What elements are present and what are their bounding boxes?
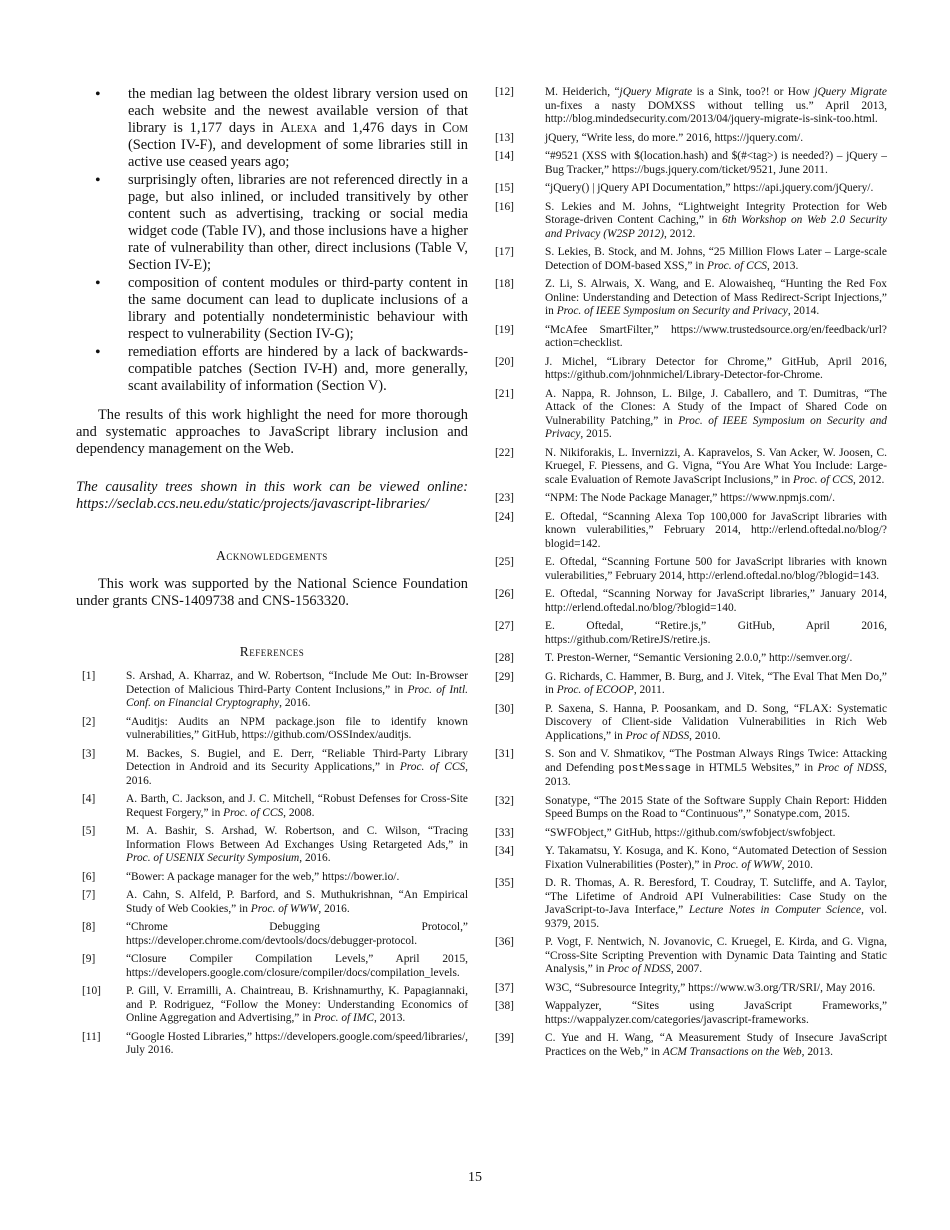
references-heading: References xyxy=(239,644,305,659)
reference-item: [28] T. Preston-Werner, “Semantic Versioning 2.0.0,” http://semver.org/. xyxy=(495,652,853,664)
reference-item: [14] “#9521 (XSS with $(location.hash) and $(#<tag>) is needed?) – jQuery – Bug Tracker,” https://bugs.jquery.com/ticket/9521, June 2011. xyxy=(495,150,887,176)
reference-number: [5] xyxy=(82,825,96,837)
reference-item: [39] C. Yue and H. Wang, “A Measurement Study of Insecure JavaScript Practices on the Web,” in ACM Transactions on the Web, 2013. xyxy=(495,1032,887,1058)
reference-number: [15] xyxy=(495,182,514,194)
reference-number: [39] xyxy=(495,1032,514,1044)
reference-number: [36] xyxy=(495,936,514,948)
reference-number: [12] xyxy=(495,86,514,98)
reference-number: [13] xyxy=(495,131,514,144)
reference-item: [29] G. Richards, C. Hammer, B. Burg, and J. Vitek, “The Eval That Men Do,” in Proc. of ECOOP, 2011. xyxy=(495,670,887,696)
reference-number: [9] xyxy=(82,953,96,965)
reference-number: [16] xyxy=(495,200,514,213)
left-column xyxy=(76,86,468,1063)
reference-number: [4] xyxy=(82,793,96,805)
reference-item: [2] “Auditjs: Audits an NPM package.json file to identify known vulnerabilities,” GitHub, https://github.com/OSSIndex/auditjs. xyxy=(82,715,468,741)
reference-item: [7] A. Cahn, S. Alfeld, P. Barford, and S. Muthukrishnan, “An Empirical Study of Web Cookies,” in Proc. of WWW, 2016. xyxy=(82,889,468,915)
reference-item: [13] jQuery, “Write less, do more.” 2016, https://jquery.com/. xyxy=(495,131,804,144)
reference-number: [27] xyxy=(495,620,514,632)
reference-number: [25] xyxy=(495,556,514,568)
references-list-right xyxy=(495,86,887,1059)
finding-item: • composition of content modules or third-party content in the same document can lead to duplicate inclusions of a library and potentially nondeterministic behaviour with respect to vulnerability (Section IV-G); xyxy=(76,275,468,343)
reference-item: [27] E. Oftedal, “Retire.js,” GitHub, April 2016, https://github.com/RetireJS/retire.js. xyxy=(495,620,887,646)
reference-item: [1] S. Arshad, A. Kharraz, and W. Robertson, “Include Me Out: In-Browser Detection of Malicious Third-Party Content Inclusions,” in Proc. of Intl. Conf. on Financial Cryptography, 2016. xyxy=(82,670,468,709)
reference-item: [33] “SWFObject,” GitHub, https://github.com/swfobject/swfobject. xyxy=(495,826,836,839)
reference-item: [34] Y. Takamatsu, Y. Kosuga, and K. Kono, “Automated Detection of Session Fixation Vulnerabilities (Poster),” in Proc. of WWW, 2010. xyxy=(495,845,887,871)
reference-number: [34] xyxy=(495,845,514,857)
reference-item: [11] “Google Hosted Libraries,” https://developers.google.com/speed/libraries/, July 2016. xyxy=(82,1030,468,1056)
acknowledgements-heading: Acknowledgements xyxy=(216,548,328,563)
reference-item: [32] Sonatype, “The 2015 State of the Software Supply Chain Report: Hidden Speed Bumps on the Road to “Continuous”,” Sonatype.com, 2015. xyxy=(495,794,887,820)
reference-number: [2] xyxy=(82,715,96,728)
right-column xyxy=(495,86,887,1064)
reference-item: [22] N. Nikiforakis, L. Invernizzi, A. Kapravelos, S. Van Acker, W. Joosen, C. Kruegel, F. Piessens, and G. Vigna, “You Are What You Include: Large-scale Evaluation of Remote JavaScript Inclusions,” in Proc. of CCS, 2012. xyxy=(495,446,887,486)
reference-item: [36] P. Vogt, F. Nentwich, N. Jovanovic, C. Kruegel, E. Kirda, and G. Vigna, “Cross-Site Scripting Prevention with Dynamic Data Tainting and Static Analysis,” in Proc of NDSS, 2007. xyxy=(495,936,887,975)
reference-item: [23] “NPM: The Node Package Manager,” https://www.npmjs.com/. xyxy=(495,492,835,504)
reference-item: [24] E. Oftedal, “Scanning Alexa Top 100,000 for JavaScript libraries with known vulerabilities,” February 2014, http://erlend.oftedal.no/blog/?blogid=142. xyxy=(495,510,887,550)
reference-item: [38] Wappalyzer, “Sites using JavaScript Frameworks,” https://wappalyzer.com/categories/javascript-frameworks. xyxy=(495,1000,887,1026)
reference-item: [31] S. Son and V. Shmatikov, “The Postman Always Rings Twice: Attacking and Defending postMessage in HTML5 Websites,” in Proc of NDSS, 2013. xyxy=(495,748,887,788)
reference-number: [38] xyxy=(495,1000,514,1012)
reference-number: [17] xyxy=(495,246,514,258)
reference-number: [14] xyxy=(495,150,514,162)
finding-item: • the median lag between the oldest library version used on each website and the newest available version of that library is 1,177 days in Alexa and 1,476 days in Com (Section IV-F), and development of some libraries still in active use ceased years ago; xyxy=(76,86,468,171)
reference-item: [21] A. Nappa, R. Johnson, L. Bilge, J. Caballero, and T. Dumitras, “The Attack of the Clones: A Study of the Impact of Shared Code on Vulnerability Patching,” in Proc. of IEEE Symposium on Security and Privacy, 2015. xyxy=(495,387,887,440)
findings-list xyxy=(76,86,468,395)
reference-item: [4] A. Barth, C. Jackson, and J. C. Mitchell, “Robust Defenses for Cross-Site Request Forgery,” in Proc. of CCS, 2008. xyxy=(82,793,468,819)
reference-number: [19] xyxy=(495,323,514,336)
reference-number: [31] xyxy=(495,748,514,760)
reference-item: [20] J. Michel, “Library Detector for Chrome,” GitHub, April 2016, https://github.com/johnmichel/Library-Detector-for-Chrome. xyxy=(495,355,887,381)
references-list-left xyxy=(76,670,468,1058)
reference-item: [5] M. A. Bashir, S. Arshad, W. Robertson, and C. Wilson, “Tracing Information Flows Between Ad Exchanges Using Retargeted Ads,” in Proc. of USENIX Security Symposium, 2016. xyxy=(82,825,468,864)
reference-number: [33] xyxy=(495,826,514,839)
reference-item: [18] Z. Li, S. Alrwais, X. Wang, and E. Alowaisheq, “Hunting the Red Fox Online: Understanding and Detection of Mass Redirect-Script Injections,” in Proc. of IEEE Symposium on Security and Privacy, 2014. xyxy=(495,278,887,317)
reference-item: [3] M. Backes, S. Bugiel, and E. Derr, “Reliable Third-Party Library Detection in Android and its Security Applications,” in Proc. of CCS, 2016. xyxy=(82,747,468,787)
reference-number: [26] xyxy=(495,588,514,600)
reference-item: [26] E. Oftedal, “Scanning Norway for JavaScript libraries,” January 2014, http://erlend.oftedal.no/blog/?blogid=140. xyxy=(495,588,887,614)
reference-number: [29] xyxy=(495,670,514,683)
finding-item: • remediation efforts are hindered by a lack of backwards-compatible patches (Section IV-H) and, more generally, scant availability of information (Section V). xyxy=(76,344,468,395)
reference-number: [24] xyxy=(495,510,514,523)
page-number: 15 xyxy=(468,1170,482,1185)
reference-number: [32] xyxy=(495,794,514,807)
conclusion-paragraph: The results of this work highlight the need for more thorough and systematic approaches to JavaScript library inclusion and dependency management on the Web. xyxy=(76,407,468,457)
reference-number: [21] xyxy=(495,387,514,400)
reference-item: [30] P. Saxena, S. Hanna, P. Poosankam, and D. Song, “FLAX: Systematic Discovery of Client-side Validation Vulnerabilities in Rich Web Applications,” in Proc of NDSS, 2010. xyxy=(495,702,887,742)
reference-number: [22] xyxy=(495,446,514,459)
reference-number: [28] xyxy=(495,652,514,664)
acknowledgements-text: This work was supported by the National Science Foundation under grants CNS-1409738 and CNS-1563320. xyxy=(76,576,468,609)
reference-item: [15] “jQuery() | jQuery API Documentation,” https://api.jquery.com/jQuery/. xyxy=(495,182,874,194)
reference-number: [37] xyxy=(495,981,514,994)
reference-number: [1] xyxy=(82,670,96,682)
reference-item: [35] D. R. Thomas, A. R. Beresford, T. Coudray, T. Sutcliffe, and A. Taylor, “The Lifetime of Android API Vulnerabilities: Case Study on the JavaScript-to-Java Interface,” Lecture Notes in Computer Science, vol. 9379, 2015. xyxy=(495,877,887,930)
reference-number: [11] xyxy=(82,1030,101,1043)
reference-item: [6] “Bower: A package manager for the web,” https://bower.io/. xyxy=(82,870,400,883)
reference-item: [10] P. Gill, V. Erramilli, A. Chaintreau, B. Krishnamurthy, K. Papagiannaki, and P. Rodriguez, “Follow the Money: Understanding Economics of Online Aggregation and Advertising,” in Proc. of IMC, 2013. xyxy=(82,985,468,1024)
reference-item: [17] S. Lekies, B. Stock, and M. Johns, “25 Million Flows Later – Large-scale Detection of DOM-based XSS,” in Proc. of CCS, 2013. xyxy=(495,246,887,272)
reference-number: [6] xyxy=(82,870,96,883)
reference-number: [30] xyxy=(495,702,514,715)
finding-item: • surprisingly often, libraries are not referenced directly in a page, but also inlined, or included transitively by other content such as advertising, tracking or social media widget code (Table IV), and those inclusions have a higher rate of vulnerability than other, direct inclusions (Table V, Section IV-E); xyxy=(76,172,468,274)
reference-number: [23] xyxy=(495,492,514,504)
online-note: The causality trees shown in this work can be viewed online: https://seclab.ccs.neu.edu/static/projects/javascript-libraries/ xyxy=(76,479,468,512)
reference-number: [8] xyxy=(82,921,96,933)
reference-number: [35] xyxy=(495,877,514,889)
reference-number: [18] xyxy=(495,278,514,290)
reference-item: [9] “Closure Compiler Compilation Levels,” April 2015, https://developers.google.com/closure/compiler/docs/compilation_levels. xyxy=(82,953,468,979)
reference-item: [16] S. Lekies and M. Johns, “Lightweight Integrity Protection for Web Storage-driven Content Caching,” in 6th Workshop on Web 2.0 Security and Privacy (W2SP 2012), 2012. xyxy=(495,200,887,240)
reference-number: [3] xyxy=(82,747,96,760)
reference-item: [8] “Chrome Debugging Protocol,” https://developer.chrome.com/devtools/docs/debugger-protocol. xyxy=(82,921,468,947)
reference-item: [37] W3C, “Subresource Integrity,” https://www.w3.org/TR/SRI/, May 2016. xyxy=(495,981,876,994)
reference-number: [10] xyxy=(82,985,101,997)
reference-item: [12] M. Heiderich, “jQuery Migrate is a Sink, too?! or How jQuery Migrate un-fixes a nasty DOMXSS without telling us.” April 2013, http://blog.mindedsecurity.com/2013/04/jquery-migrate-is-sink-too.html. xyxy=(495,86,887,125)
reference-number: [7] xyxy=(82,889,96,901)
reference-number: [20] xyxy=(495,355,514,368)
reference-item: [25] E. Oftedal, “Scanning Fortune 500 for JavaScript libraries with known vulerabilities,” February 2014, http://erlend.oftedal.no/blog/?blogid=143. xyxy=(495,556,887,582)
reference-item: [19] “McAfee SmartFilter,” https://www.trustedsource.org/en/feedback/url?action=checklist. xyxy=(495,323,887,349)
